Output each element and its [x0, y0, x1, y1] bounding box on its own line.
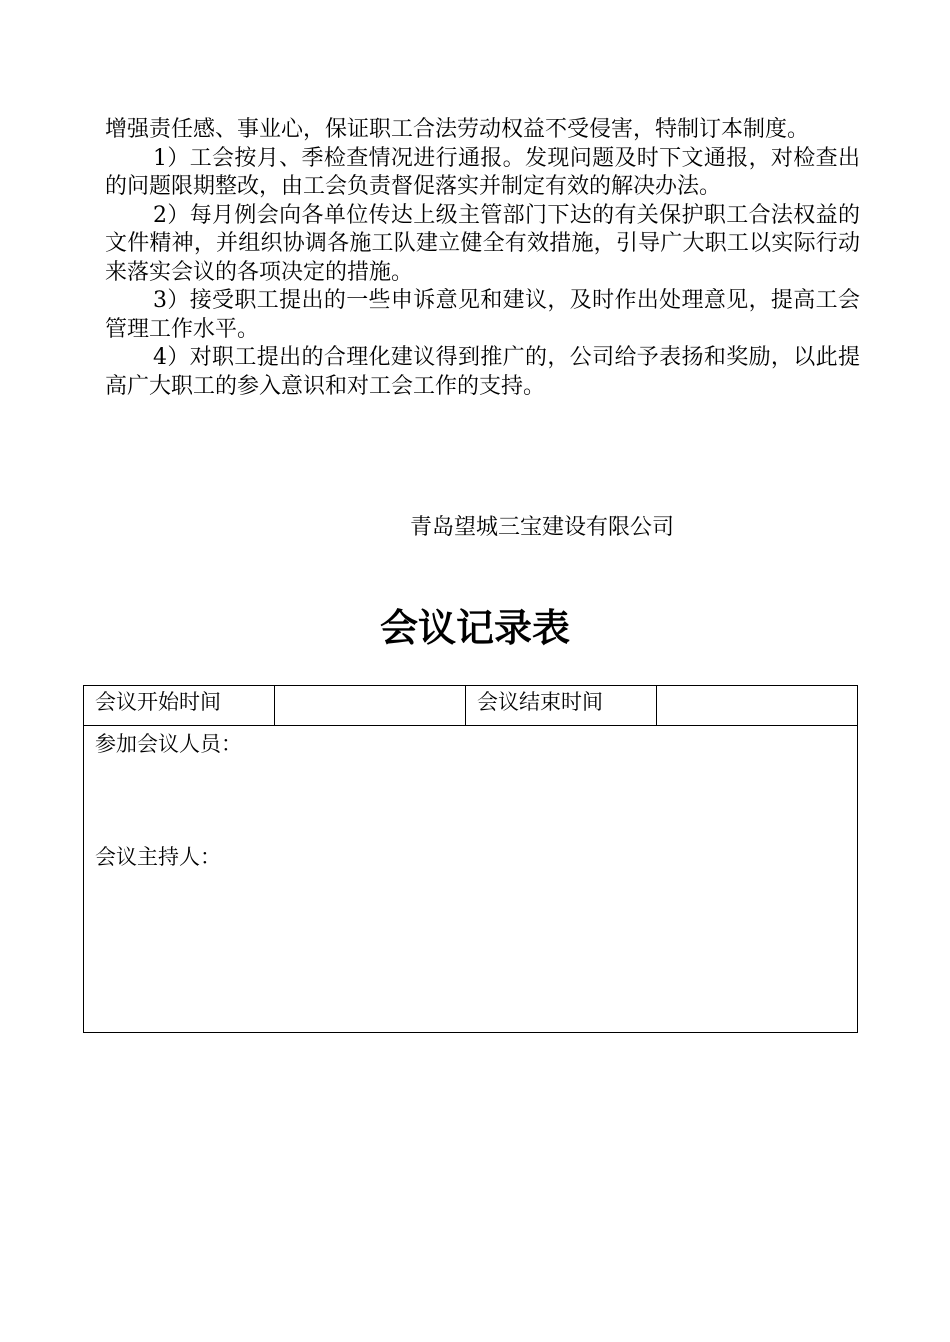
paragraph-item-2: 2）每月例会向各单位传达上级主管部门下达的有关保护职工合法权益的文件精神，并组织协调各施工队建立健全有效措施，引导广大职工以实际行动来落实会议的各项决定的措施。	[105, 202, 860, 285]
host-label: 会议主持人：	[95, 845, 221, 869]
paragraph-item-1: 1）工会按月、季检查情况进行通报。发现问题及时下文通报，对检查出的问题限期整改，由工会负责督促落实并制定有效的解决办法。	[105, 145, 860, 199]
meeting-record-table	[83, 685, 858, 1033]
start-time-label: 会议开始时间	[84, 686, 275, 726]
end-time-label: 会议结束时间	[466, 686, 657, 726]
company-signature: 青岛望城三宝建设有限公司	[410, 515, 675, 540]
regulation-body	[105, 116, 860, 401]
paragraph-item-3: 3）接受职工提出的一些申诉意见和建议，及时作出处理意见，提高工会管理工作水平。	[105, 288, 860, 342]
time-row	[84, 686, 858, 726]
paragraph-item-4: 4）对职工提出的合理化建议得到推广的，公司给予表扬和奖励，以此提高广大职工的参入意识和对工会工作的支持。	[105, 345, 860, 399]
participants-label: 参加会议人员：	[95, 732, 242, 756]
paragraph-intro: 增强责任感、事业心，保证职工合法劳动权益不受侵害，特制订本制度。	[105, 117, 810, 142]
start-time-field[interactable]	[275, 686, 466, 726]
details-row	[84, 726, 858, 1033]
form-title: 会议记录表	[379, 606, 570, 650]
details-cell[interactable]	[84, 726, 858, 1033]
end-time-field[interactable]	[657, 686, 858, 726]
